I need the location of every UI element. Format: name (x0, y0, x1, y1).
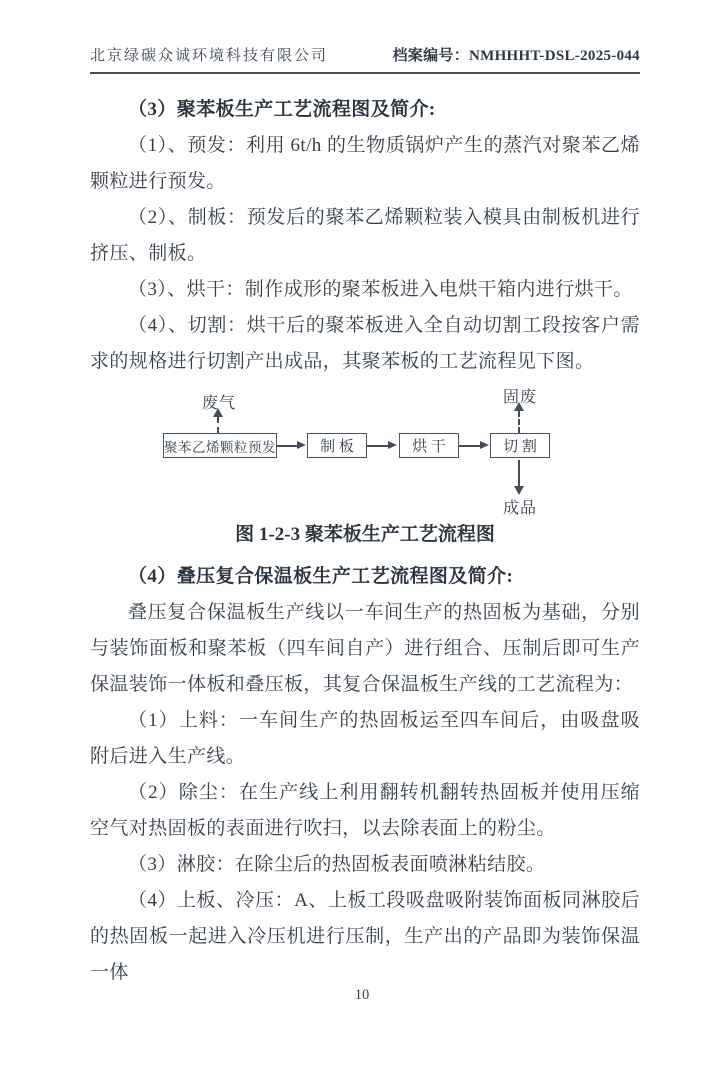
flow-connector-2 (367, 445, 389, 447)
document-page (0, 44, 724, 1068)
section4-step-press: （4）上板、冷压：A、上板工段吸盘吸附装饰面板同淋胶后的热固板一起进入冷压机进行压制，生产出的产品即为装饰保温一体 (90, 890, 640, 983)
page-number: 10 (354, 987, 370, 1003)
product-label: 成品 (502, 500, 538, 517)
arrow-right-icon (388, 441, 397, 449)
section3-heading: （3）聚苯板生产工艺流程图及简介: (128, 99, 436, 120)
section3-step-board: （2）、制板：预发后的聚苯乙烯颗粒装入模具由制板机进行挤压、制板。 (90, 207, 640, 264)
dashed-connector-solid-waste (518, 411, 520, 433)
flow-connector-product (518, 460, 520, 486)
figure-caption: 图 1-2-3 聚苯板生产工艺流程图 (235, 524, 495, 545)
flow-node-board: 制 板 (307, 433, 367, 458)
section4-step-glue: （3）淋胶：在除尘后的热固板表面喷淋粘结胶。 (128, 854, 546, 875)
section4-intro: 叠压复合保温板生产线以一车间生产的热固板为基础，分别与装饰面板和聚苯板（四车间自产）进行组合、压制后即可生产保温装饰一体板和叠压板，其复合保温板生产线的工艺流程为： (90, 602, 640, 695)
waste-gas-label: 废气 (201, 395, 237, 412)
arrow-right-icon (297, 441, 306, 449)
section4-step-load: （1）上料：一车间生产的热固板运至四车间后，由吸盘吸附后进入生产线。 (90, 710, 640, 767)
flow-node-prefoam: 聚苯乙烯颗粒预发 (163, 433, 277, 458)
section3-step-cut: （4）、切割：烘干后的聚苯板进入全自动切割工段按客户需求的规格进行切割产出成品，其聚苯板的工艺流程见下图。 (90, 315, 640, 372)
document-body (90, 74, 640, 991)
dashed-connector-waste-gas (217, 417, 219, 433)
arrow-right-icon (480, 441, 489, 449)
arrow-up-icon (514, 402, 524, 411)
page-header (90, 44, 640, 74)
arrow-down-icon (514, 486, 524, 495)
process-flow-diagram (90, 383, 640, 517)
page-footer (0, 986, 724, 1004)
arrow-up-icon (213, 408, 223, 417)
flow-node-cut: 切 割 (490, 433, 550, 458)
company-name: 北京绿碳众诚环境科技有限公司 (90, 48, 329, 64)
flow-node-dry: 烘 干 (399, 433, 459, 458)
section3-step-dry: （3）、烘干：制作成形的聚苯板进入电烘干箱内进行烘干。 (128, 279, 633, 300)
solid-waste-label: 固废 (502, 389, 538, 406)
flow-connector-1 (277, 445, 298, 447)
archive-number: 档案编号：NMHHHT-DSL-2025-044 (392, 48, 640, 64)
section4-step-dust: （2）除尘：在生产线上利用翻转机翻转热固板并使用压缩空气对热固板的表面进行吹扫，以去除表面上的粉尘。 (90, 782, 640, 839)
flow-connector-3 (459, 445, 481, 447)
section4-heading: （4）叠压复合保温板生产工艺流程图及简介: (128, 566, 514, 587)
section3-step-prefoam: （1）、预发：利用 6t/h 的生物质锅炉产生的蒸汽对聚苯乙烯颗粒进行预发。 (90, 135, 640, 192)
